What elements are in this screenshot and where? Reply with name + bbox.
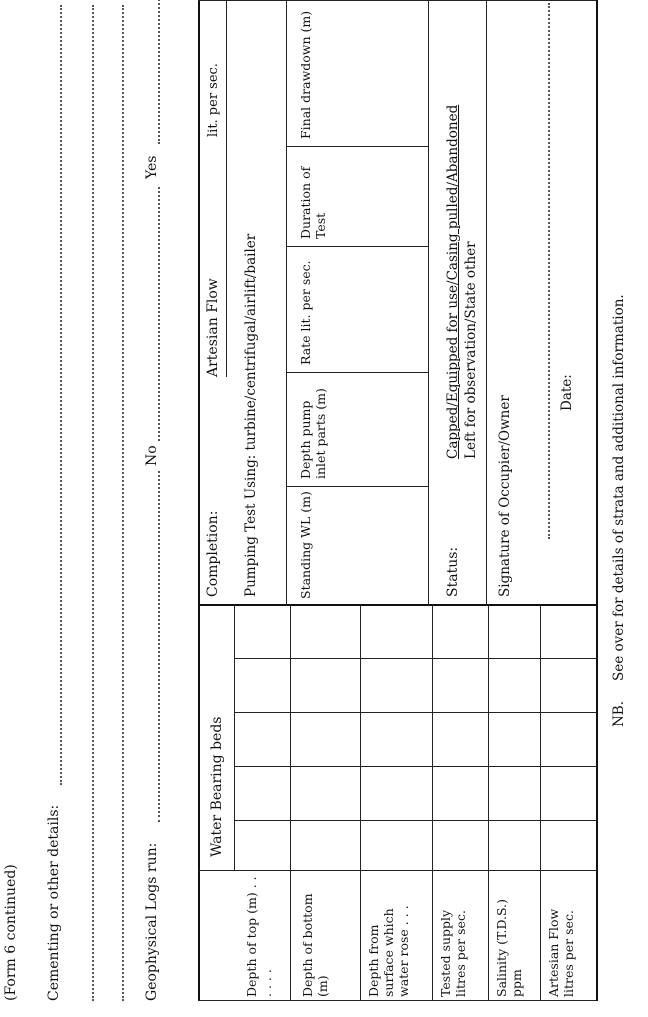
status-options-1[interactable]: Capped/Equipped for use/Casing pulled/Abandoned xyxy=(445,104,461,459)
artesian-flow-label: Artesian Flow xyxy=(205,278,221,377)
row-artesian-flow: Artesian Flow litres per sec. xyxy=(546,908,576,997)
form-reference: (Form 6 continued) xyxy=(3,864,19,1001)
col-duration: Duration of Test xyxy=(298,166,328,239)
geophysical-yes[interactable]: Yes xyxy=(144,155,160,179)
col-rate: Rate lit. per sec. xyxy=(298,260,313,365)
cementing-line-1[interactable] xyxy=(60,5,62,785)
artesian-flow-unit: lit. per sec. xyxy=(206,63,221,137)
col-depth-pump-inlet: Depth pump inlet parts (m) xyxy=(298,388,328,479)
pumping-test-label: Pumping Test Using: turbine/centrifugal/airlift/bailer xyxy=(243,233,259,597)
geophysical-no[interactable]: No xyxy=(145,442,160,469)
row-salinity: Salinity (T.D.S.) ppm xyxy=(494,899,524,997)
cementing-line-3[interactable] xyxy=(122,5,124,1001)
date-label: Date: xyxy=(559,374,575,411)
completion-label: Completion: xyxy=(205,510,221,597)
footer-note: See over for details of strata and additional information. xyxy=(611,294,627,681)
geophysical-label: Geophysical Logs run: xyxy=(144,842,160,1001)
row-depth-water-rose: Depth from surface which water rose . . . xyxy=(366,905,411,997)
status-options-2[interactable]: Left for observation/State other xyxy=(463,241,479,459)
water-bearing-beds-title: Water Bearing beds xyxy=(209,716,225,857)
col-standing-wl: Standing WL (m) xyxy=(298,491,313,599)
col-final-drawdown: Final drawdown (m) xyxy=(298,10,313,139)
nb-label: NB. xyxy=(611,700,627,727)
cementing-line-2[interactable] xyxy=(92,5,94,1001)
cementing-label: Cementing or other details: xyxy=(46,804,62,1001)
row-depth-top: Depth of top (m) . . . . . . xyxy=(244,876,274,997)
row-depth-bottom: Depth of bottom (m) xyxy=(300,893,330,997)
geophysical-line[interactable] xyxy=(158,187,160,822)
geophysical-yes-line[interactable] xyxy=(158,0,160,144)
signature-line[interactable] xyxy=(548,3,550,539)
row-tested-supply: Tested supply litres per sec. xyxy=(438,909,468,997)
status-label: Status: xyxy=(445,546,461,597)
signature-label: Signature of Occupier/Owner xyxy=(497,395,513,597)
